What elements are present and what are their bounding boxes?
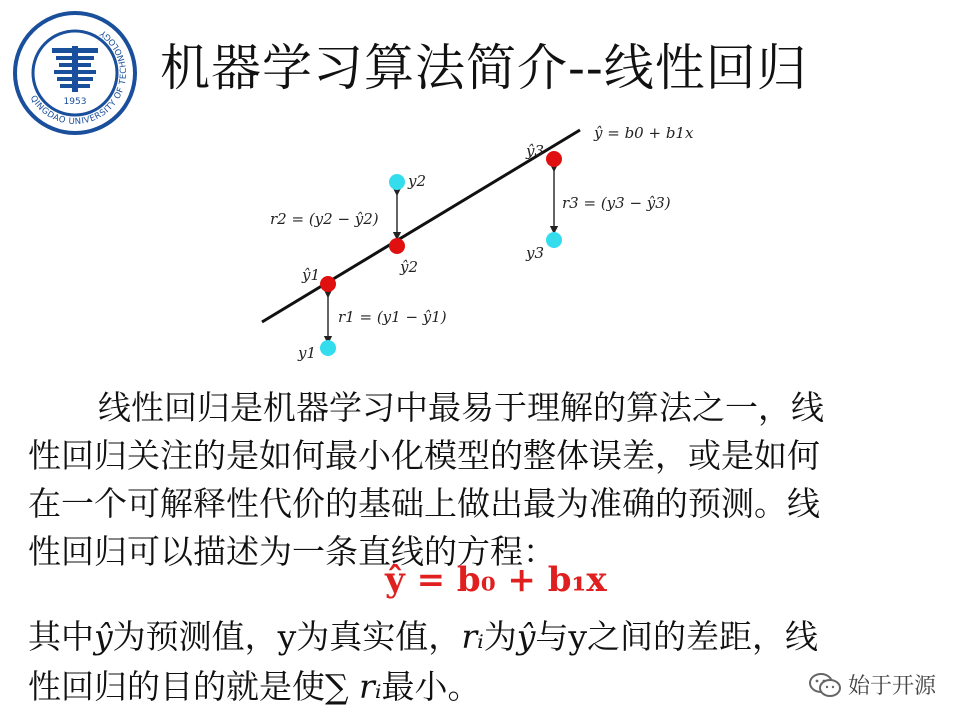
explanation-line-2 xyxy=(28,662,938,712)
text-segment: 性回归的目的就是使 xyxy=(28,667,325,706)
regression-diagram xyxy=(250,118,720,368)
ri-symbol: rᵢ xyxy=(461,617,484,656)
y1-label: y1 xyxy=(298,344,317,362)
paragraph-line: 在一个可解释性代价的基础上做出最为准确的预测。线 xyxy=(28,484,820,523)
r3-label: r3 = (y3 − ŷ3) xyxy=(562,194,671,212)
yhat3-label: ŷ3 xyxy=(526,142,545,160)
text-segment: 为 xyxy=(483,617,517,656)
paragraph-line: 性回归关注的是如何最小化模型的整体误差，或是如何 xyxy=(28,436,820,475)
actual-point-3 xyxy=(546,232,562,248)
predicted-point-3 xyxy=(546,151,562,167)
yhat-symbol: ŷ xyxy=(94,617,113,656)
paragraph-line: 线性回归是机器学习中最易于理解的算法之一，线 xyxy=(98,388,824,427)
actual-point-2 xyxy=(389,174,405,190)
actual-point-1 xyxy=(320,340,336,356)
regression-formula: ŷ = b₀ + b₁x xyxy=(385,560,607,600)
watermark xyxy=(808,669,936,700)
paragraph-line: 性回归可以描述为一条直线的方程： xyxy=(28,532,556,571)
text-segment: 其中 xyxy=(28,617,94,656)
yhat2-label: ŷ2 xyxy=(400,258,419,276)
text-segment: 与y之间的差距，线 xyxy=(535,617,819,656)
r1-label: r1 = (y1 − ŷ1) xyxy=(338,308,447,326)
wechat-icon xyxy=(808,672,842,698)
predicted-point-2 xyxy=(389,238,405,254)
logo-ring-text: QINGDAO UNIVERSITY OF TECHNOLOGY xyxy=(27,27,130,128)
yhat1-label: ŷ1 xyxy=(302,266,321,284)
watermark-text: 始于开源 xyxy=(847,674,936,699)
text-segment: 最小。 xyxy=(381,667,481,706)
line-equation-label: ŷ = b0 + b1x xyxy=(594,124,694,142)
y2-label: y2 xyxy=(408,172,427,190)
explanation-paragraph xyxy=(28,612,938,712)
predicted-point-1 xyxy=(320,276,336,292)
logo-year: 1953 xyxy=(63,97,87,107)
explanation-line-1 xyxy=(28,612,938,662)
text-segment: 为预测值，y为真实值， xyxy=(112,617,462,656)
r2-label: r2 = (y2 − ŷ2) xyxy=(270,210,379,228)
sum-symbol: ∑ rᵢ xyxy=(325,667,382,706)
page-title: 机器学习算法简介--线性回归 xyxy=(160,39,808,97)
y3-label: y3 xyxy=(526,244,545,262)
yhat-symbol: ŷ xyxy=(516,617,536,656)
university-logo xyxy=(12,10,138,136)
description-paragraph xyxy=(28,384,928,576)
